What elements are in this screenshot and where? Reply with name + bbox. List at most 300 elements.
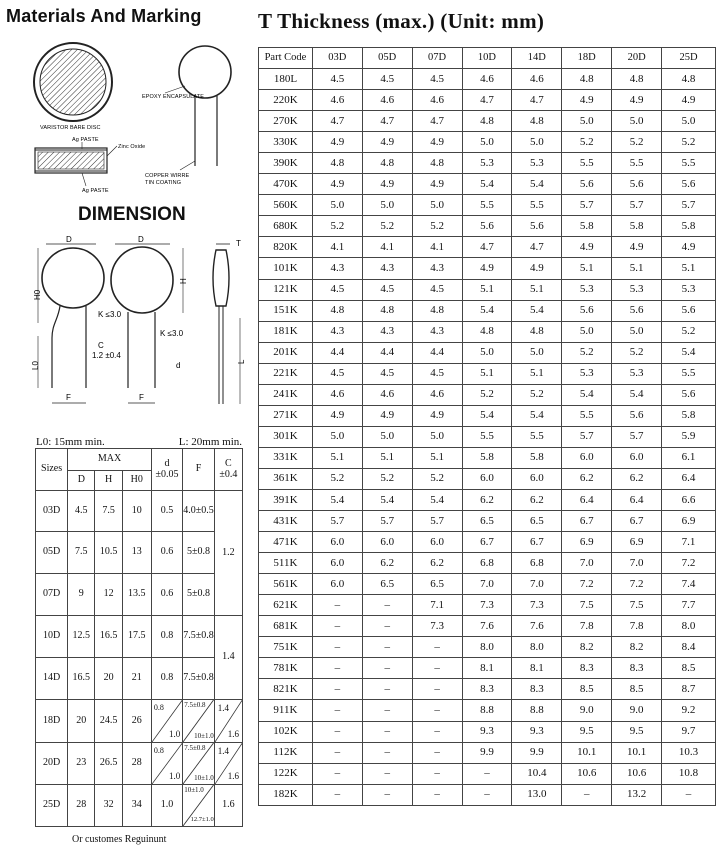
thickness-cell: 5.3 [462, 153, 512, 174]
split-d-18: 0.8 1.0 [151, 700, 182, 743]
thickness-cell: 5.5 [562, 153, 612, 174]
thickness-cell: 6.0 [312, 532, 362, 553]
thickness-cell: 4.5 [412, 363, 462, 384]
thickness-cell: 5.2 [312, 468, 362, 489]
part-code-cell: 561K [259, 574, 313, 595]
label-epoxy: EPOXY ENCAPSULATE [142, 94, 205, 100]
thickness-cell: 5.8 [662, 216, 716, 237]
thickness-cell: 8.7 [662, 679, 716, 700]
column-header: 25D [662, 48, 716, 69]
thickness-cell: 5.0 [412, 426, 462, 447]
thickness-cell: 5.4 [562, 384, 612, 405]
thickness-cell: 4.7 [512, 90, 562, 111]
label-varistor-disc: VARISTOR BARE DISC [40, 125, 101, 131]
thickness-cell: 5.6 [612, 405, 662, 426]
table-row [259, 616, 716, 637]
part-code-cell: 361K [259, 468, 313, 489]
thickness-cell: 6.0 [562, 447, 612, 468]
thickness-cell: 5.2 [362, 468, 412, 489]
column-header: 20D [612, 48, 662, 69]
thickness-cell: 5.2 [612, 132, 662, 153]
thickness-cell: 4.9 [562, 237, 612, 258]
thickness-cell: 5.1 [612, 258, 662, 279]
thickness-cell: 4.3 [312, 321, 362, 342]
thickness-cell: 7.4 [662, 574, 716, 595]
part-code-cell: 820K [259, 237, 313, 258]
thickness-cell: 5.9 [662, 426, 716, 447]
part-code-cell: 821K [259, 679, 313, 700]
table-row: 25D 28 32 34 1.0 10±1.0 12.7±1.0 1.6 [36, 785, 243, 827]
page-title-materials: Materials And Marking [6, 6, 202, 26]
table-row [259, 511, 716, 532]
thickness-cell: 8.2 [562, 637, 612, 658]
varistor-disc-hatch [40, 49, 106, 115]
thickness-cell: 9.0 [562, 700, 612, 721]
thickness-cell: 4.6 [362, 90, 412, 111]
thickness-cell: 6.4 [612, 489, 662, 510]
thickness-cell: – [362, 595, 412, 616]
thickness-cell: 5.1 [512, 363, 562, 384]
table-row [259, 637, 716, 658]
thickness-cell: 7.3 [512, 595, 562, 616]
table-row [259, 532, 716, 553]
thickness-cell: 4.5 [362, 279, 412, 300]
thickness-cell: 5.8 [562, 216, 612, 237]
thickness-cell: 7.8 [612, 616, 662, 637]
header-d: d ±0.05 [151, 449, 182, 491]
thickness-cell: 6.8 [462, 553, 512, 574]
thickness-cell: 4.7 [512, 237, 562, 258]
thickness-cell: – [312, 679, 362, 700]
part-code-cell: 101K [259, 258, 313, 279]
thickness-cell: 4.6 [412, 384, 462, 405]
thickness-cell: 9.9 [462, 742, 512, 763]
split-c-20: 1.4 1.6 [214, 743, 242, 785]
thickness-cell: 5.2 [362, 216, 412, 237]
lead-length-row [36, 436, 242, 448]
part-code-cell: 301K [259, 426, 313, 447]
thickness-cell: 5.1 [312, 447, 362, 468]
dim-label-d-wire: d [176, 361, 181, 370]
split-f-18: 7.5±0.8 10±1.0 [183, 700, 215, 743]
thickness-cell: 5.7 [362, 511, 412, 532]
table-row [259, 363, 716, 384]
thickness-cell: 4.7 [462, 237, 512, 258]
thickness-cell: 5.0 [362, 195, 412, 216]
header-max: MAX [68, 449, 152, 471]
thickness-cell: 7.2 [562, 574, 612, 595]
thickness-cell: 5.6 [462, 216, 512, 237]
thickness-cell: 5.8 [612, 216, 662, 237]
thickness-cell: 6.7 [562, 511, 612, 532]
split-c-18: 1.4 1.6 [214, 700, 242, 743]
thickness-cell: 4.9 [362, 132, 412, 153]
thickness-cell: 10.6 [612, 763, 662, 784]
thickness-cell: 6.9 [612, 532, 662, 553]
thickness-cell: 6.0 [462, 468, 512, 489]
thickness-cell: 5.0 [662, 111, 716, 132]
thickness-cell: 5.0 [562, 111, 612, 132]
thickness-cell: 4.5 [312, 69, 362, 90]
thickness-cell: 5.7 [662, 195, 716, 216]
thickness-cell: 7.5 [612, 595, 662, 616]
thickness-cell: – [412, 700, 462, 721]
table-row [259, 658, 716, 679]
thickness-cell: 5.1 [512, 279, 562, 300]
thickness-cell: 4.8 [312, 153, 362, 174]
thickness-cell: 7.0 [562, 553, 612, 574]
table-row [259, 132, 716, 153]
thickness-cell: 5.4 [662, 342, 716, 363]
part-code-cell: 680K [259, 216, 313, 237]
thickness-cell: 4.8 [362, 300, 412, 321]
thickness-cell: – [312, 721, 362, 742]
header-H: H [95, 471, 122, 491]
thickness-cell: 5.5 [462, 195, 512, 216]
table-row [259, 279, 716, 300]
thickness-cell: – [412, 637, 462, 658]
thickness-cell: 5.2 [662, 132, 716, 153]
part-code-cell: 221K [259, 363, 313, 384]
dimension-table [35, 448, 243, 827]
thickness-cell: 6.9 [562, 532, 612, 553]
part-code-cell: 102K [259, 721, 313, 742]
thickness-cell: 5.2 [512, 384, 562, 405]
thickness-cell: – [462, 763, 512, 784]
thickness-cell: 4.5 [312, 363, 362, 384]
thickness-cell: 4.7 [362, 111, 412, 132]
part-code-cell: 471K [259, 532, 313, 553]
header-c: C ±0.4 [214, 449, 242, 491]
header-D: D [68, 471, 95, 491]
thickness-cell: – [662, 784, 716, 805]
thickness-cell: – [362, 679, 412, 700]
label-paste-top: Ag PASTE [72, 137, 99, 143]
thickness-cell: 5.2 [562, 342, 612, 363]
thickness-cell: 6.0 [362, 532, 412, 553]
thickness-cell: 9.5 [612, 721, 662, 742]
thickness-cell: 4.9 [312, 405, 362, 426]
thickness-cell: 4.6 [362, 384, 412, 405]
thickness-cell: 8.4 [662, 637, 716, 658]
thickness-table [258, 47, 716, 806]
thickness-cell: 5.3 [562, 279, 612, 300]
thickness-cell: 4.9 [462, 258, 512, 279]
thickness-cell: 4.5 [362, 363, 412, 384]
header-sizes: Sizes [36, 449, 68, 491]
table-row [259, 258, 716, 279]
table-row [259, 574, 716, 595]
thickness-cell: 5.0 [312, 426, 362, 447]
thickness-cell: – [362, 742, 412, 763]
table-row [259, 405, 716, 426]
thickness-cell: 9.3 [462, 721, 512, 742]
table-row [259, 489, 716, 510]
thickness-cell: 4.9 [612, 237, 662, 258]
thickness-cell: 5.0 [612, 111, 662, 132]
dimension-drawing [0, 228, 255, 428]
thickness-cell: – [362, 637, 412, 658]
thickness-cell: 8.5 [662, 658, 716, 679]
thickness-cell: 8.8 [512, 700, 562, 721]
thickness-cell: – [362, 658, 412, 679]
thickness-cell: 8.1 [512, 658, 562, 679]
thickness-cell: 5.1 [412, 447, 462, 468]
thickness-cell: 5.8 [512, 447, 562, 468]
column-header: 07D [412, 48, 462, 69]
thickness-cell: 4.7 [312, 111, 362, 132]
thickness-cell: 6.0 [312, 574, 362, 595]
thickness-cell: 4.9 [662, 237, 716, 258]
table-row: 14D 16.5 20 21 0.8 7.5±0.8 [36, 658, 243, 700]
thickness-cell: 8.0 [662, 616, 716, 637]
thickness-cell: – [312, 784, 362, 805]
thickness-cell: 6.0 [512, 468, 562, 489]
thickness-cell: 4.9 [662, 90, 716, 111]
thickness-cell: 8.5 [562, 679, 612, 700]
thickness-cell: 6.5 [462, 511, 512, 532]
thickness-cell: 7.1 [662, 532, 716, 553]
table-row [259, 174, 716, 195]
part-code-cell: 181K [259, 321, 313, 342]
table-row [259, 69, 716, 90]
thickness-cell: – [312, 595, 362, 616]
thickness-cell: – [362, 700, 412, 721]
thickness-cell: 9.2 [662, 700, 716, 721]
table-row: 07D 9 12 13.5 0.6 5±0.8 [36, 574, 243, 616]
thickness-cell: 5.4 [512, 405, 562, 426]
thickness-cell: 4.9 [612, 90, 662, 111]
table-row [259, 595, 716, 616]
dim-label-k2: K ≤3.0 [160, 329, 184, 338]
thickness-cell: 6.2 [612, 468, 662, 489]
thickness-cell: – [412, 784, 462, 805]
thickness-cell: 9.0 [612, 700, 662, 721]
thickness-cell: 5.2 [662, 321, 716, 342]
thickness-cell: 6.4 [662, 468, 716, 489]
thickness-cell: 5.6 [612, 300, 662, 321]
thickness-cell: 6.2 [512, 489, 562, 510]
thickness-cell: 4.7 [462, 90, 512, 111]
table-row: 05D 7.5 10.5 13 0.6 5±0.8 [36, 532, 243, 574]
thickness-cell: – [312, 658, 362, 679]
thickness-cell: 4.4 [412, 342, 462, 363]
thickness-cell: – [412, 742, 462, 763]
table-row [259, 384, 716, 405]
part-code-cell: 470K [259, 174, 313, 195]
thickness-cell: – [362, 784, 412, 805]
thickness-cell: 4.3 [412, 258, 462, 279]
thickness-cell: 6.2 [462, 489, 512, 510]
thickness-cell: 5.5 [512, 426, 562, 447]
thickness-cell: 5.6 [512, 216, 562, 237]
thickness-cell: – [412, 658, 462, 679]
thickness-cell: 5.8 [662, 405, 716, 426]
thickness-cell: 4.1 [312, 237, 362, 258]
thickness-cell: 4.1 [412, 237, 462, 258]
thickness-cell: 4.8 [612, 69, 662, 90]
thickness-cell: 6.5 [412, 574, 462, 595]
thickness-cell: 4.4 [362, 342, 412, 363]
part-code-cell: 151K [259, 300, 313, 321]
thickness-cell: 5.0 [512, 132, 562, 153]
table-row [259, 342, 716, 363]
thickness-cell: – [362, 721, 412, 742]
thickness-cell: 4.9 [412, 132, 462, 153]
thickness-cell: 7.0 [512, 574, 562, 595]
thickness-cell: 4.9 [412, 174, 462, 195]
thickness-cell: 4.8 [462, 321, 512, 342]
thickness-cell: 4.9 [312, 174, 362, 195]
thickness-cell: 6.6 [662, 489, 716, 510]
thickness-cell: 10.8 [662, 763, 716, 784]
thickness-cell: 5.4 [612, 384, 662, 405]
thickness-cell: 5.3 [612, 279, 662, 300]
thickness-cell: 4.7 [412, 111, 462, 132]
thickness-cell: 8.5 [612, 679, 662, 700]
thickness-cell: 4.8 [412, 300, 462, 321]
thickness-cell: 5.4 [462, 174, 512, 195]
thickness-cell: 4.8 [362, 153, 412, 174]
thickness-cell: 6.7 [512, 532, 562, 553]
thickness-cell: 8.0 [462, 637, 512, 658]
thickness-cell: 5.0 [462, 132, 512, 153]
thickness-cell: – [312, 742, 362, 763]
thickness-cell: 6.9 [662, 511, 716, 532]
thickness-cell: 5.7 [412, 511, 462, 532]
thickness-cell: 5.6 [662, 300, 716, 321]
column-header: 03D [312, 48, 362, 69]
thickness-cell: – [462, 784, 512, 805]
thickness-cell: 6.5 [362, 574, 412, 595]
thickness-cell: 13.0 [512, 784, 562, 805]
thickness-cell: 4.9 [412, 405, 462, 426]
column-header: 14D [512, 48, 562, 69]
part-code-cell: 180L [259, 69, 313, 90]
thickness-cell: 6.0 [612, 447, 662, 468]
thickness-cell: 7.2 [612, 574, 662, 595]
thickness-cell: 4.3 [412, 321, 462, 342]
thickness-cell: 5.6 [612, 174, 662, 195]
thickness-cell: 5.2 [412, 216, 462, 237]
thickness-cell: – [362, 763, 412, 784]
table-row [259, 237, 716, 258]
thickness-cell: 4.6 [312, 384, 362, 405]
thickness-cell: 4.9 [362, 405, 412, 426]
thickness-cell: 7.5 [562, 595, 612, 616]
dim-label-f: F [66, 393, 71, 402]
thickness-cell: 5.4 [512, 174, 562, 195]
thickness-cell: 5.7 [562, 426, 612, 447]
thickness-cell: 6.0 [412, 532, 462, 553]
part-code-cell: 121K [259, 279, 313, 300]
thickness-cell: 9.9 [512, 742, 562, 763]
thickness-cell: 10.1 [612, 742, 662, 763]
thickness-cell: 8.8 [462, 700, 512, 721]
part-code-cell: 431K [259, 511, 313, 532]
table-row: 20D 23 26.5 28 0.8 1.0 7.5±0.8 10±1.0 1.4 1.6 [36, 743, 243, 785]
lead-length-l: L: 20mm min. [178, 436, 242, 448]
table-row [259, 784, 716, 805]
thickness-cell: 9.7 [662, 721, 716, 742]
thickness-cell: 5.0 [512, 342, 562, 363]
thickness-cell: 4.8 [662, 69, 716, 90]
table-row [259, 742, 716, 763]
thickness-cell: 6.2 [362, 553, 412, 574]
header-f: F [183, 449, 215, 491]
thickness-cell: 5.4 [362, 489, 412, 510]
thickness-cell: 4.4 [312, 342, 362, 363]
part-code-cell: 271K [259, 405, 313, 426]
part-code-cell: 220K [259, 90, 313, 111]
thickness-cell: 5.6 [562, 174, 612, 195]
thickness-cell: 5.7 [612, 195, 662, 216]
part-code-cell: 390K [259, 153, 313, 174]
table-row [259, 426, 716, 447]
thickness-cell: 6.2 [562, 468, 612, 489]
thickness-cell: 4.5 [412, 279, 462, 300]
part-code-cell: 391K [259, 489, 313, 510]
label-zinc-oxide: Zinc Oxide [118, 144, 146, 150]
dim-label-f2: F [139, 393, 144, 402]
thickness-cell: 5.6 [562, 300, 612, 321]
thickness-cell: 4.8 [462, 111, 512, 132]
part-code-cell: 112K [259, 742, 313, 763]
thickness-cell: 4.5 [312, 279, 362, 300]
dim-label-h: H [179, 278, 188, 284]
thickness-cell: 9.3 [512, 721, 562, 742]
c-group-1: 1.2 [214, 491, 242, 616]
thickness-cell: 4.8 [562, 69, 612, 90]
thickness-cell: 8.2 [612, 637, 662, 658]
thickness-cell: – [412, 679, 462, 700]
page-title-thickness: T Thickness (max.) (Unit: mm) [258, 9, 545, 33]
table-row [259, 700, 716, 721]
thickness-cell: 6.1 [662, 447, 716, 468]
thickness-cell: – [412, 721, 462, 742]
column-header: 10D [462, 48, 512, 69]
thickness-cell: 8.3 [612, 658, 662, 679]
thickness-cell: 10.3 [662, 742, 716, 763]
thickness-cell: 6.5 [512, 511, 562, 532]
dim-label-h0: H0 [33, 289, 42, 300]
thickness-cell: 4.6 [412, 90, 462, 111]
thickness-cell: – [312, 700, 362, 721]
thickness-cell: – [362, 616, 412, 637]
part-code-cell: 270K [259, 111, 313, 132]
thickness-cell: 5.6 [662, 174, 716, 195]
thickness-cell: 5.1 [662, 258, 716, 279]
thickness-cell: 7.0 [612, 553, 662, 574]
thickness-cell: 5.4 [462, 300, 512, 321]
table-row [259, 111, 716, 132]
thickness-cell: 5.2 [562, 132, 612, 153]
thickness-cell: 7.2 [662, 553, 716, 574]
thickness-cell: 5.4 [462, 405, 512, 426]
dim-label-d: D [66, 235, 72, 244]
split-d-20: 0.8 1.0 [151, 743, 182, 785]
thickness-cell: 5.2 [612, 342, 662, 363]
table-row [259, 721, 716, 742]
dim-label-t: T [236, 239, 241, 248]
dim-label-l0: L0 [31, 361, 40, 370]
table-row [259, 321, 716, 342]
thickness-cell: 4.6 [312, 90, 362, 111]
footnote: Or customes Reguinunt [72, 834, 167, 845]
thickness-cell: 4.3 [362, 258, 412, 279]
part-code-cell: 681K [259, 616, 313, 637]
part-code-cell: 911K [259, 700, 313, 721]
